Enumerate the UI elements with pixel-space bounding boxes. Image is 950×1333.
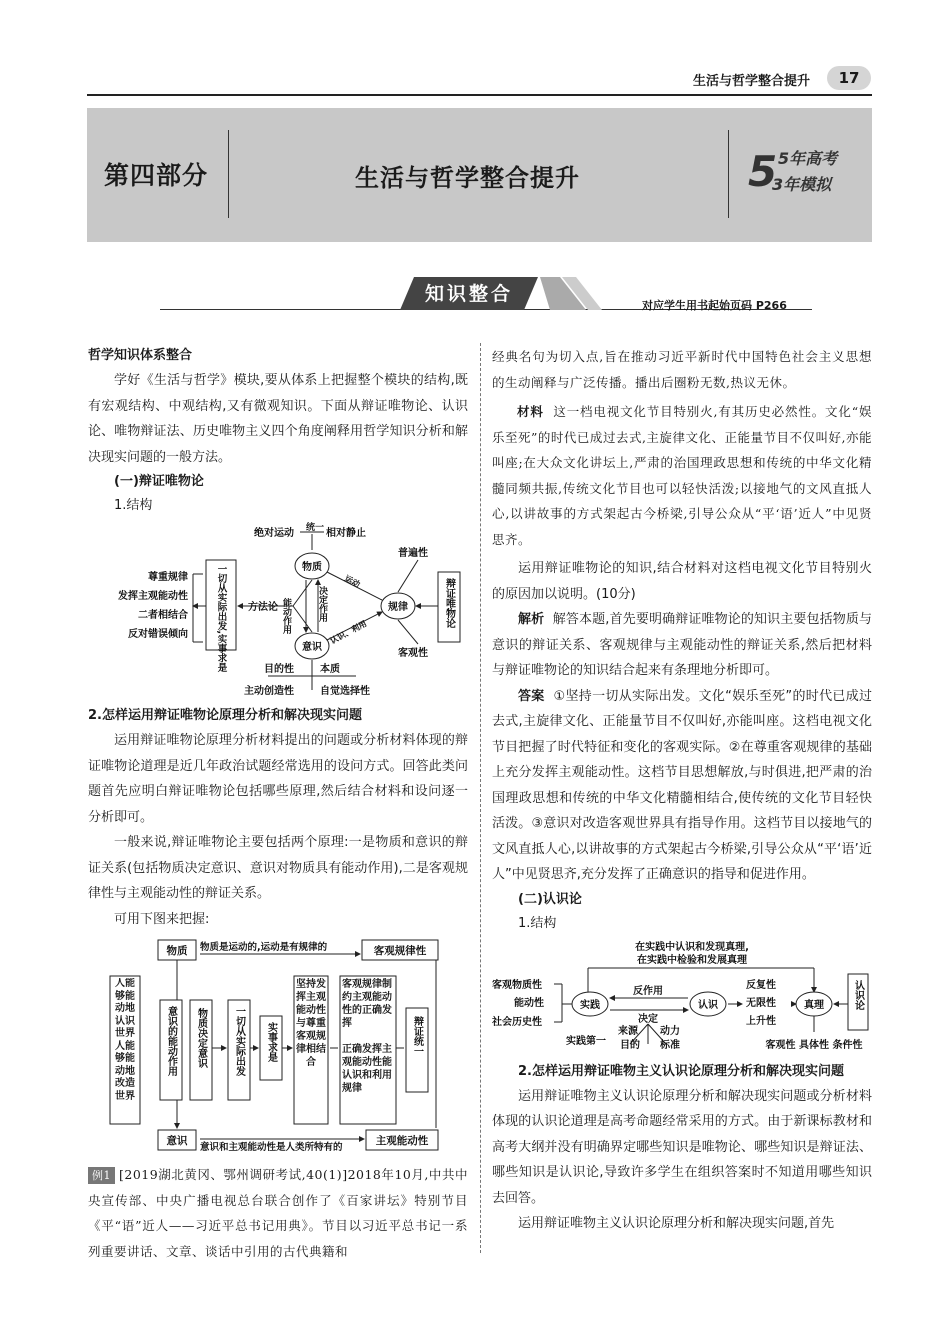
law-node: 规律 xyxy=(388,602,408,613)
banner-divider-left xyxy=(228,130,229,218)
analysis: 解析 解答本题,首先要明确辩证唯物论的知识主要包括物质与意识的辩证关系、客观规律与主观能动性的辩证关系,然后把材料与辩证唯物论的知识结合起来有条理地分析即可。 xyxy=(492,612,872,678)
svg-text:主观能动性: 主观能动性 xyxy=(375,1135,429,1147)
svg-text:认识论: 认识论 xyxy=(852,979,864,1010)
paragraph: 运用辩证唯物主义认识论原理分析和解决现实问题或分析材料体现的认识论道理是高考命题经常采用的方式。由于新课标教材和高考大纲并没有明确界定哪些知识是唯物论、哪些知识是辩证法、哪些知识是认识论,导致许多学生在组织答案时不知道用哪些知识去回答。 xyxy=(492,1088,872,1206)
subsection-title: (一)辩证唯物论 xyxy=(114,474,204,489)
svg-text:5: 5 xyxy=(748,147,778,196)
svg-text:无限性: 无限性 xyxy=(746,997,776,1009)
svg-text:真理: 真理 xyxy=(804,999,824,1011)
matter-node: 物质 xyxy=(302,562,322,573)
example-1: 例1 [2019湖北黄冈、鄂州调研考试,40(1)]2018年10月,中共中央宣传部、中央广播电视总台联合创作了《百家讲坛》特别节目《平“语”近人——习近平总书记用典》。节目以习近平总书记一系列重要讲话、文章、谈话中引用的古代典籍和 xyxy=(88,1167,468,1259)
subsection-title-2: 2.怎样运用辩证唯物论原理分析和解决现实问题 xyxy=(88,708,362,723)
oppose-errors: 反对错误倾向 xyxy=(128,629,188,640)
paragraph: 运用辩证唯物论原理分析材料提出的问题或分析材料体现的辩证唯物论道理是近几年政治试题经常选用的设问方式。回答此类问题首先应明白辩证唯物论包括哪些原理,然后结合材料和设问逐一分析即可。 xyxy=(88,733,468,825)
svg-text:方法论: 方法论 xyxy=(248,602,278,613)
unity-label: 统一 xyxy=(306,523,325,533)
svg-text:反作用: 反作用 xyxy=(633,985,663,997)
paragraph: 可用下图来把握: xyxy=(114,911,210,927)
svg-text:社会历史性: 社会历史性 xyxy=(492,1016,542,1028)
example-badge: 例1 xyxy=(88,1167,115,1184)
section-heading: 哲学知识体系整合 xyxy=(88,348,193,363)
part-title: 生活与哲学整合提升 xyxy=(355,164,580,192)
svg-text:意识和主观能动性是人类所特有的: 意识和主观能动性是人类所特有的 xyxy=(200,1142,343,1153)
svg-text:辩证统一: 辩证统一 xyxy=(411,1016,423,1056)
svg-text:实践: 实践 xyxy=(580,999,600,1011)
combine-both: 二者相结合 xyxy=(138,610,188,621)
absolute-motion: 绝对运动 xyxy=(254,528,294,539)
svg-text:实事求是: 实事求是 xyxy=(265,1022,277,1062)
dialectical-materialism-diagram xyxy=(88,522,468,700)
page-number: 17 xyxy=(827,66,871,90)
relative-rest: 相对静止 xyxy=(326,528,366,539)
svg-text:本质: 本质 xyxy=(320,664,340,675)
svg-text:意识: 意识 xyxy=(166,1135,188,1147)
svg-text:客观性: 客观性 xyxy=(398,648,428,659)
svg-text:反复性: 反复性 xyxy=(746,979,776,991)
svg-text:决定作用: 决定作用 xyxy=(317,586,327,622)
respect-law: 尊重规律 xyxy=(148,572,188,583)
svg-text:实践第一: 实践第一 xyxy=(566,1035,606,1047)
subsection-title-2: 2.怎样运用辩证唯物主义认识论原理分析和解决现实问题 xyxy=(518,1063,844,1079)
material: 材料 这一档电视文化节目特别火,有其历史必然性。文化“娱乐至死”的时代已成过去式,主旋律文化、正能量节目不仅叫好,亦能叫座;在大众文化讲坛上,严肃的治国理政思想和传统的中华文化精髓同频共振,传统文化节目也可以轻快活泼;以接地气的文风直抵人心,以讲故事的方式架起古今桥梁,引导公众从“平‘语’近人”中见贤思齐。 xyxy=(492,404,872,547)
intro-paragraph: 学好《生活与哲学》模块,要从体系上把握整个模块的结构,既有宏观结构、中观结构,又有微观知识。下面从辩证唯物论、认识论、唯物辩证法、历史唯物主义四个角度阐释用哲学知识分析和解决现实问题的一般方法。 xyxy=(88,373,468,465)
column-divider xyxy=(480,343,481,1253)
brand-logo xyxy=(742,140,852,200)
right-column xyxy=(492,344,872,1237)
svg-text:决定: 决定 xyxy=(638,1013,658,1025)
svg-text:客观规律性: 客观规律性 xyxy=(373,945,427,957)
banner-divider-right xyxy=(728,130,729,218)
svg-text:物质决定意识: 物质决定意识 xyxy=(195,1008,207,1068)
svg-text:一切从实际出发: 一切从实际出发 xyxy=(233,1006,245,1076)
svg-text:物质是运动的,运动是有规律的: 物质是运动的,运动是有规律的 xyxy=(200,942,328,953)
left-column xyxy=(88,344,468,1264)
svg-text:客观物质性: 客观物质性 xyxy=(492,979,542,991)
exert-initiative: 发挥主观能动性 xyxy=(118,591,188,602)
svg-text:上升性: 上升性 xyxy=(746,1015,776,1027)
part-label: 第四部分 xyxy=(104,161,209,190)
svg-text:主动创造性: 主动创造性 xyxy=(244,686,294,697)
example-continued: 经典名句为切入点,旨在推动习近平新时代中国特色社会主义思想的生动阐释与广泛传播。播出后圈粉无数,热议无休。 xyxy=(492,349,872,390)
svg-text:运动: 运动 xyxy=(343,573,362,590)
svg-text:客观性 具体性 条件性: 客观性 具体性 条件性 xyxy=(765,1039,863,1051)
dialectical-materialism-box: 辩证唯物论 xyxy=(443,578,455,628)
subsection-title: (二)认识论 xyxy=(518,891,582,907)
svg-text:目的: 目的 xyxy=(620,1039,640,1051)
question: 运用辩证唯物论的知识,结合材料对这档电视文化节目特别火的原因加以说明。(10分) xyxy=(492,561,872,602)
matter-consciousness-diagram: 物质 物质是运动的,运动是有规律的 客观规律性 意识 意识和主观能动性是人类所特有的 主观能动性 人能够能动地认识世界人能够能动地改造世界 意识的能动作用 物质决定意识 一切从实际出发 实事求是 坚持发挥主观能动性与尊重客观规律相结合 客观规律制约主观能动性的正确发挥正确发挥主观能动性能认识和利用规律 辩证统一 xyxy=(88,936,468,1158)
header-rule xyxy=(87,94,872,96)
page-reference: 对应学生用书起始页码 P266 xyxy=(642,299,787,312)
svg-text:在实践中检验和发展真理: 在实践中检验和发展真理 xyxy=(637,954,747,966)
svg-text:标准: 标准 xyxy=(660,1039,680,1051)
svg-text:意识的能动作用: 意识的能动作用 xyxy=(165,1006,177,1076)
structure-label: 1.结构 xyxy=(518,915,557,931)
section-tab xyxy=(400,277,610,315)
seek-truth-box: 一切从实际出发,实事求是 xyxy=(215,564,227,673)
svg-text:3年模拟: 3年模拟 xyxy=(772,175,832,194)
svg-text:认识、利用: 认识、利用 xyxy=(328,619,369,646)
svg-text:物质: 物质 xyxy=(166,945,188,957)
svg-text:在实践中认识和发现真理,: 在实践中认识和发现真理, xyxy=(635,941,749,953)
svg-text:能动性: 能动性 xyxy=(514,997,544,1009)
structure-label: 1.结构 xyxy=(114,498,153,513)
svg-text:动力: 动力 xyxy=(660,1025,680,1037)
paragraph: 运用辩证唯物主义认识论原理分析和解决现实问题,首先 xyxy=(518,1216,835,1231)
svg-text:普遍性: 普遍性 xyxy=(398,548,428,559)
consciousness-node: 意识 xyxy=(302,642,322,653)
svg-text:目的性: 目的性 xyxy=(264,664,294,675)
epistemology-diagram xyxy=(492,940,872,1056)
running-title: 生活与哲学整合提升 xyxy=(692,74,810,89)
svg-text:能动作用: 能动作用 xyxy=(281,598,291,634)
paragraph: 一般来说,辩证唯物论主要包括两个原理:一是物质和意识的辩证关系(包括物质决定意识、意识对物质具有能动作用),二是客观规律性与主观能动性的辩证关系。 xyxy=(88,835,468,901)
svg-text:来源: 来源 xyxy=(618,1025,638,1037)
answer: 答案 ①坚持一切从实际出发。文化“娱乐至死”的时代已成过去式,主旋律文化、正能量节目不仅叫好,亦能叫座。这档电视文化节目把握了时代特征和变化的客观实际。②在尊重客观规律的基础上充分发挥主观能动性。这档节目思想解放,与时俱进,把严肃的治国理政思想和传统的中华文化精髓相结合,使传统的文化节目轻快活泼。③意识对改造客观世界具有指导作用。这档节目以接地气的文风直抵人心,以讲故事的方式架起古今桥梁,引导公众从“平‘语’近人”中见贤思齐,充分发挥了正确意识的指导和促进作用。 xyxy=(492,688,873,882)
svg-text:自觉选择性: 自觉选择性 xyxy=(320,686,370,697)
svg-text:认识: 认识 xyxy=(698,999,718,1011)
svg-text:知识整合: 知识整合 xyxy=(424,283,514,305)
svg-text:5年高考: 5年高考 xyxy=(778,149,838,168)
